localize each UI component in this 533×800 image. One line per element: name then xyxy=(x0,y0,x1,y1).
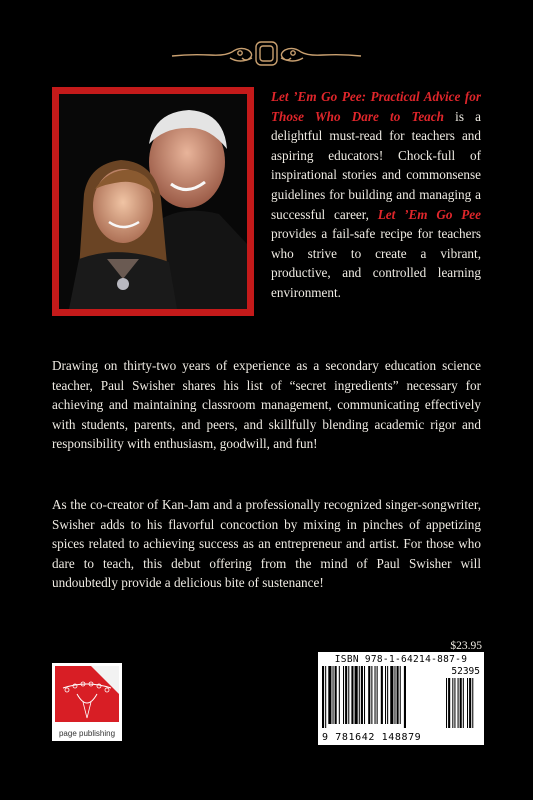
intro-text-end: provides a fail-safe recipe for teachers who strive to create a vibrant, productive, and controlled learning environment. xyxy=(271,226,481,300)
author-photo-frame xyxy=(52,87,254,316)
isbn-text: ISBN 978-1-64214-887-9 xyxy=(334,654,468,665)
description-paragraph-2: Drawing on thirty-two years of experience as a secondary education science teacher, Paul Swisher shares his list of “secret ingredients” necessary for achieving and maintaining classroom management, communicating effectively with students, parents, and peers, and skillfully blending academic rigor and responsibility with enthusiasm, goodwill, and fun! xyxy=(52,358,481,452)
ornament-divider xyxy=(170,38,363,68)
book-title: Let ’Em Go Pee: Practical Advice for Those Who Dare to Teach xyxy=(271,89,481,124)
barcode xyxy=(318,652,484,745)
price-code: 52395 xyxy=(451,666,480,677)
intro-text: is a delightful must-read for teachers and aspiring educators! Chock-full of inspirational stories and commonsense guidelines for building and managing a successful career, xyxy=(271,108,481,222)
publisher-name: page publishing xyxy=(58,729,116,738)
book-title-short: Let ’Em Go Pee xyxy=(377,206,481,222)
description-paragraph-3: As the co-creator of Kan-Jam and a professionally recognized singer-songwriter, Swisher adds to his flavorful concoction by mixing in pinches of appetizing spices related to achieving success as an entrepreneur and artist. For those who dare to teach, this debut offering from the mind of Paul Swisher will undoubtedly provide a delicious bite of sustenance! xyxy=(52,497,481,591)
author-photo xyxy=(59,94,247,309)
price-label: $23.95 xyxy=(450,640,482,652)
publisher-logo xyxy=(52,663,122,741)
ean-digits: 9 781642 148879 xyxy=(322,732,422,743)
barcode-bars xyxy=(322,666,480,728)
intro-paragraph xyxy=(271,87,481,303)
publisher-logo-mark xyxy=(55,666,119,722)
